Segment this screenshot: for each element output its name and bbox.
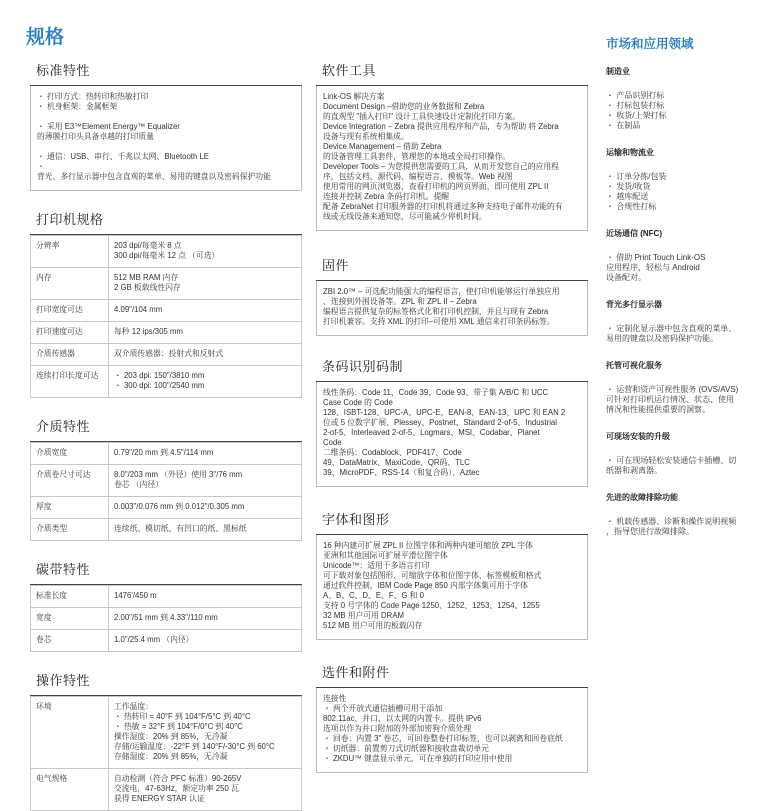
markets-sections <box>606 66 756 537</box>
fonts-graphics-text-line: 通过软件控制，IBM Code Page 850 内部字体集可用于字体 <box>323 581 528 590</box>
spec-value-line: 存储/运输温度：-22°F 到 140°F/-30°C 到 60°C <box>114 742 275 751</box>
market-section-heading: 运输和物流业 <box>606 148 654 157</box>
spec-value <box>109 366 302 398</box>
barcodes-text-line: 线性条码：Code 11、Code 39、Code 93、带子集 A/B/C 和 UCC <box>323 388 549 397</box>
market-section-line: 纸器和剥离器。 <box>606 466 662 475</box>
spec-label: 环境 <box>31 697 109 769</box>
media-specs-table <box>30 442 302 541</box>
spec-label: 标准长度 <box>31 586 109 608</box>
media-specs-heading: 介质特性 <box>30 406 302 442</box>
fonts-graphics-text-line: 32 MB 用户可用 DRAM <box>323 611 405 620</box>
market-section-line: ・ 可在现场轻松安装通信卡插槽、切 <box>606 456 737 465</box>
software-tools-text <box>316 86 588 231</box>
spec-value-line: 300 dpi/每毫米 12 点 （可选） <box>114 251 220 260</box>
barcodes-text-line: 49、DataMatrix、MaxiCode、QR码、TLC <box>323 458 470 467</box>
column-left <box>30 50 302 811</box>
software-tools-text-line: Document Design –借助您的业务数据和 Zebra <box>323 102 485 111</box>
options-text-line: 802.11ac、并口、以太网的内置卡。提供 IPv6 <box>323 714 482 723</box>
market-section-line: ・ 合规性打标 <box>606 202 657 211</box>
spec-label: 卷芯 <box>31 630 109 652</box>
markets-title: 市场和应用领域 <box>606 37 694 51</box>
fonts-graphics-text-line: Unicode™：适用于多语言打印 <box>323 561 430 570</box>
market-section-line: ・ 收货/上架打标 <box>606 111 667 120</box>
standard-features-text-line: 背光、多行显示器中包含直观的菜单、易用的键盘以及密码保护功能 <box>37 172 271 181</box>
spec-label: 打印宽度可达 <box>31 300 109 322</box>
standard-features-text-line: ・ 机身框架：金属框架 <box>37 102 118 111</box>
software-tools-text-line: 配备 ZebraNet 打印服务器的打印机将通过多种支持电子邮件功能的有 <box>323 202 563 211</box>
table-row <box>31 697 302 769</box>
spec-label: 介质类型 <box>31 519 109 541</box>
market-section-line: ・ 订单分拣/包装 <box>606 172 667 181</box>
spec-value-line: 512 MB RAM 内存 <box>114 273 179 282</box>
spec-value-line: 1476'/450 m <box>114 591 157 600</box>
firmware-section <box>316 245 588 336</box>
standard-features-text-line: ・ <box>37 162 45 171</box>
spec-value-line: 1.0"/25.4 mm （内径） <box>114 635 194 644</box>
options-text-line: 连接性 <box>323 694 347 703</box>
ribbon-specs-heading: 碳带特性 <box>30 549 302 585</box>
market-section-line: 易用的键盘以及密码保护功能。 <box>606 334 718 343</box>
standard-features-text-line: ・ 通信：USB、串行、千兆以太网、Bluetooth LE <box>37 152 210 161</box>
spec-value <box>109 322 302 344</box>
software-tools-text-line: 设备与现有系统相集成。 <box>323 132 409 141</box>
spec-label: 介质卷尺寸可达 <box>31 465 109 497</box>
fonts-graphics-text-line: 512 MB 用户可用的板载闪存 <box>323 621 423 630</box>
market-section-text <box>606 172 756 212</box>
market-section-text <box>606 456 756 476</box>
barcodes-section <box>316 346 588 487</box>
options-text-line: ・ 切纸器：前置剪刀式切纸器和接收盘裁切单元 <box>323 744 489 753</box>
printer-specs-heading: 打印机规格 <box>30 199 302 235</box>
options-text-line: ・ ZKDU™ 键盘显示单元，可在单独的打印应用中使用 <box>323 754 513 763</box>
firmware-text-line: 、连接到外围设备等。ZPL 和 ZPL II – Zebra <box>323 297 477 306</box>
software-tools-text-line: 连接并控制 Zebra 条码打印机。提醒 <box>323 192 450 201</box>
market-section-line: ，指导您进行故障排除。 <box>606 527 694 536</box>
market-section-text <box>606 253 756 283</box>
market-section-line: 可针对打印机运行情况、状态、使用 <box>606 395 734 404</box>
spec-value <box>109 769 302 811</box>
column-middle <box>316 50 588 773</box>
spec-value-line: 0.79"/20 mm 到 4.5"/114 mm <box>114 448 214 457</box>
options-text-line: ・ 两个开放式通信插槽可用于添加 <box>323 704 443 713</box>
spec-value <box>109 519 302 541</box>
table-row <box>31 769 302 811</box>
spec-label: 电气规格 <box>31 769 109 811</box>
spec-value-line: 4.09"/104 mm <box>114 305 163 314</box>
spec-value-line: 工作温度： <box>114 702 153 711</box>
market-section-line: 应用程序，轻松与 Android <box>606 263 700 272</box>
spec-value-line: 存储湿度：20% 到 85%，无冷凝 <box>114 752 228 761</box>
fonts-graphics-section <box>316 499 588 640</box>
spec-value-line: 获得 ENERGY STAR 认证 <box>114 794 205 803</box>
market-section-line: 设备配对。 <box>606 273 646 282</box>
printer-specs-table <box>30 235 302 398</box>
printer-specs-section <box>30 199 302 398</box>
options-text-line: 选项以作为并口附加的外部加密狗介质处理 <box>323 724 472 733</box>
fonts-graphics-heading: 字体和图形 <box>316 499 588 535</box>
software-tools-heading: 软件工具 <box>316 50 588 86</box>
spec-value-line: ・ 203 dpi: 150"/3810 mm <box>114 371 205 380</box>
table-row <box>31 443 302 465</box>
spec-value-line: 0.003"/0.076 mm 到 0.012"/0.305 mm <box>114 502 245 511</box>
barcodes-text-line: Case Code 的 Code <box>323 398 393 407</box>
barcodes-text-line: 2-of-5、Interleaved 2-of-5、Logmars、MSI、Codabar、Planet <box>323 428 540 437</box>
barcodes-text-line: 39、MicroPDF、RSS-14（和复合码）、Aztec <box>323 468 480 477</box>
table-row <box>31 344 302 366</box>
market-section-line: ・ 机载传感器、诊断和操作说明视频 <box>606 517 737 526</box>
spec-label: 分辨率 <box>31 236 109 268</box>
spec-value-line: 操作湿度：20% 到 85%，无冷凝 <box>114 732 228 741</box>
software-tools-text-line: 的直观型 "插入打印" 设计工具快速设计定制化打印方案。 <box>323 112 520 121</box>
market-section-line: ・ 发货/收货 <box>606 182 651 191</box>
spec-value <box>109 268 302 300</box>
barcodes-text-line: Code <box>323 438 342 447</box>
operating-specs-section <box>30 660 302 811</box>
market-section-line: ・ 越库配送 <box>606 192 649 201</box>
spec-value-line: ・ 热敏 = 32°F 到 104°F/0°C 到 40°C <box>114 722 243 731</box>
market-section-line: ・ 在制品 <box>606 121 641 130</box>
spec-value <box>109 236 302 268</box>
page-title: 规格 <box>26 27 65 48</box>
software-tools-text-line: Developer Tools – 为您提供您需要的工具，从而开发您自己的应用程 <box>323 162 559 171</box>
firmware-text-line: ZBI 2.0™ – 可选配功能强大的编程语言，使打印机能够运行单独应用 <box>323 287 560 296</box>
options-section <box>316 652 588 773</box>
spec-value <box>109 344 302 366</box>
market-section-line: ・ 运营和资产可视性服务 (OVS/AVS) <box>606 385 739 394</box>
ribbon-specs-table <box>30 585 302 652</box>
spec-value <box>109 465 302 497</box>
software-tools-text-line: Device Integration – Zebra 提供应用程序和产品，专为帮助 将 Zebra <box>323 122 559 131</box>
software-tools-section <box>316 50 588 231</box>
standard-features-heading: 标准特性 <box>30 50 302 86</box>
software-tools-text-line: 的设备管理工具套件，管理您的本地或全局打印操作。 <box>323 152 511 161</box>
spec-value <box>109 608 302 630</box>
market-section-line: ・ 打标包装打标 <box>606 101 665 110</box>
table-row <box>31 608 302 630</box>
fonts-graphics-text-line: 亚洲和其他国际可扩展平滑位图字体 <box>323 551 448 560</box>
spec-value-line: 203 dpi/每毫米 8 点 <box>114 241 182 250</box>
fonts-graphics-text-line: A、B、C、D、E、F、G 和 0 <box>323 591 424 600</box>
spec-value <box>109 443 302 465</box>
table-row <box>31 366 302 398</box>
spec-value-line: 8.0"/203 mm （外径）使用 3"/76 mm <box>114 470 243 479</box>
software-tools-text-line: 序，包括文档、源代码、编程语言、模板等。Web 视图 <box>323 172 513 181</box>
standard-features-text-line: 的薄膜打印头具备卓越的打印质量 <box>37 132 154 141</box>
media-specs-section <box>30 406 302 541</box>
market-section-heading: 近场通信 (NFC) <box>606 229 662 238</box>
market-section-text <box>606 517 756 537</box>
options-heading: 选件和附件 <box>316 652 588 688</box>
market-section-line: ・ 定制化显示器中包含直观的菜单、 <box>606 324 737 333</box>
spec-value <box>109 497 302 519</box>
column-right <box>606 34 756 553</box>
ribbon-specs-section <box>30 549 302 652</box>
firmware-text-line: 打印机兼容。支持 XML 的打印–可使用 XML 通信来打印条码标签。 <box>323 317 555 326</box>
market-section-heading: 可现场安装的升级 <box>606 432 670 441</box>
spec-label: 连续打印长度可达 <box>31 366 109 398</box>
fonts-graphics-text <box>316 535 588 640</box>
market-section-heading: 先进的故障排除功能 <box>606 493 678 502</box>
spec-value-line: 自动检测（符合 PFC 标准）90-265V <box>114 774 242 783</box>
standard-features-text-line: ・ 采用 E3™Element Energy™ Equalizer <box>37 122 180 131</box>
market-section-text <box>606 324 756 344</box>
table-row <box>31 300 302 322</box>
market-section-line: ・ 产品识别打标 <box>606 91 665 100</box>
options-text-line: ・ 回卷：内置 3" 卷芯，可回卷整卷打印标签，也可以剥离和回卷底纸 <box>323 734 563 743</box>
market-section-line: 情况和性能提供重要的洞察。 <box>606 405 710 414</box>
standard-features-text-line <box>37 112 296 122</box>
firmware-text <box>316 281 588 336</box>
spec-label: 内存 <box>31 268 109 300</box>
firmware-text-line: 编程语言提供复杂的标签格式化和打印机控制，并且与现有 Zebra <box>323 307 549 316</box>
spec-label: 介质宽度 <box>31 443 109 465</box>
table-row <box>31 586 302 608</box>
market-section-heading: 背光多行显示器 <box>606 300 662 309</box>
market-section-text <box>606 91 756 131</box>
software-tools-text-line: 使用常用的网页浏览器，查看打印机的网页界面，即可使用 ZPL II <box>323 182 549 191</box>
table-row <box>31 497 302 519</box>
spec-value-line: 2.00"/51 mm 到 4.33"/110 mm <box>114 613 218 622</box>
fonts-graphics-text-line: 支持 0 号字体的 Code Page 1250、1252、1253、1254、1255 <box>323 601 540 610</box>
table-row <box>31 268 302 300</box>
spec-label: 介质传感器 <box>31 344 109 366</box>
market-section-text <box>606 385 756 415</box>
spec-value <box>109 630 302 652</box>
operating-specs-table <box>30 696 302 811</box>
barcodes-text-line: 二维条码：Codablock、PDF417、Code <box>323 448 462 457</box>
spec-label: 厚度 <box>31 497 109 519</box>
standard-features-text <box>30 86 302 191</box>
fonts-graphics-text-line: 16 种内建可扩展 ZPL II 位图字体和两种内建可缩放 ZPL 字体 <box>323 541 533 550</box>
software-tools-text-line: 线或无线设备来通知您，尽可能减少停机时间。 <box>323 212 487 221</box>
software-tools-text-line: Link-OS 解决方案 <box>323 92 385 101</box>
table-row <box>31 519 302 541</box>
spec-value-line: ・ 热转印 = 40°F 到 104°F/5°C 到 40°C <box>114 712 251 721</box>
table-row <box>31 465 302 497</box>
operating-specs-heading: 操作特性 <box>30 660 302 696</box>
market-section-line: ・ 借助 Print Touch Link-OS <box>606 253 706 262</box>
table-row <box>31 236 302 268</box>
spec-value-line: 连续纸、模切纸、有凹口的纸、黑标纸 <box>114 524 247 533</box>
spec-value-line: 2 GB 板载线性闪存 <box>114 283 181 292</box>
spec-value <box>109 697 302 769</box>
software-tools-text-line: Device Management – 借助 Zebra <box>323 142 442 151</box>
market-section-heading: 制造业 <box>606 67 630 76</box>
standard-features-text-line <box>37 142 296 152</box>
spec-label: 打印速度可达 <box>31 322 109 344</box>
barcodes-text <box>316 382 588 487</box>
spec-value-line: 双介质传感器：投射式和反射式 <box>114 349 224 358</box>
market-section-heading: 托管可视化服务 <box>606 361 662 370</box>
spec-value-line: ・ 300 dpi: 100"/2540 mm <box>114 381 205 390</box>
standard-features-section <box>30 50 302 191</box>
spec-value <box>109 300 302 322</box>
fonts-graphics-text-line: 可下载对象包括图形、可缩放字体和位图字体、标签模板和格式 <box>323 571 542 580</box>
barcodes-heading: 条码识别码制 <box>316 346 588 382</box>
spec-value <box>109 586 302 608</box>
table-row <box>31 630 302 652</box>
spec-value-line: 每秒 12 ips/305 mm <box>114 327 183 336</box>
options-text <box>316 688 588 773</box>
spec-label: 宽度 <box>31 608 109 630</box>
standard-features-text-line: ・ 打印方式：热转印和热敏打印 <box>37 92 149 101</box>
spec-value-line: 交流电，47-63Hz，额定功率 250 瓦 <box>114 784 239 793</box>
barcodes-text-line: 128、ISBT-128、UPC-A、UPC-E、EAN-8、EAN-13、UPC 和 EAN 2 <box>323 408 566 417</box>
spec-value-line: 卷芯 （内径） <box>114 480 163 489</box>
firmware-heading: 固件 <box>316 245 588 281</box>
barcodes-text-line: 位或 5 位数字扩展、Plessey、Postnet、Standard 2-of-5、Industrial <box>323 418 557 427</box>
table-row <box>31 322 302 344</box>
